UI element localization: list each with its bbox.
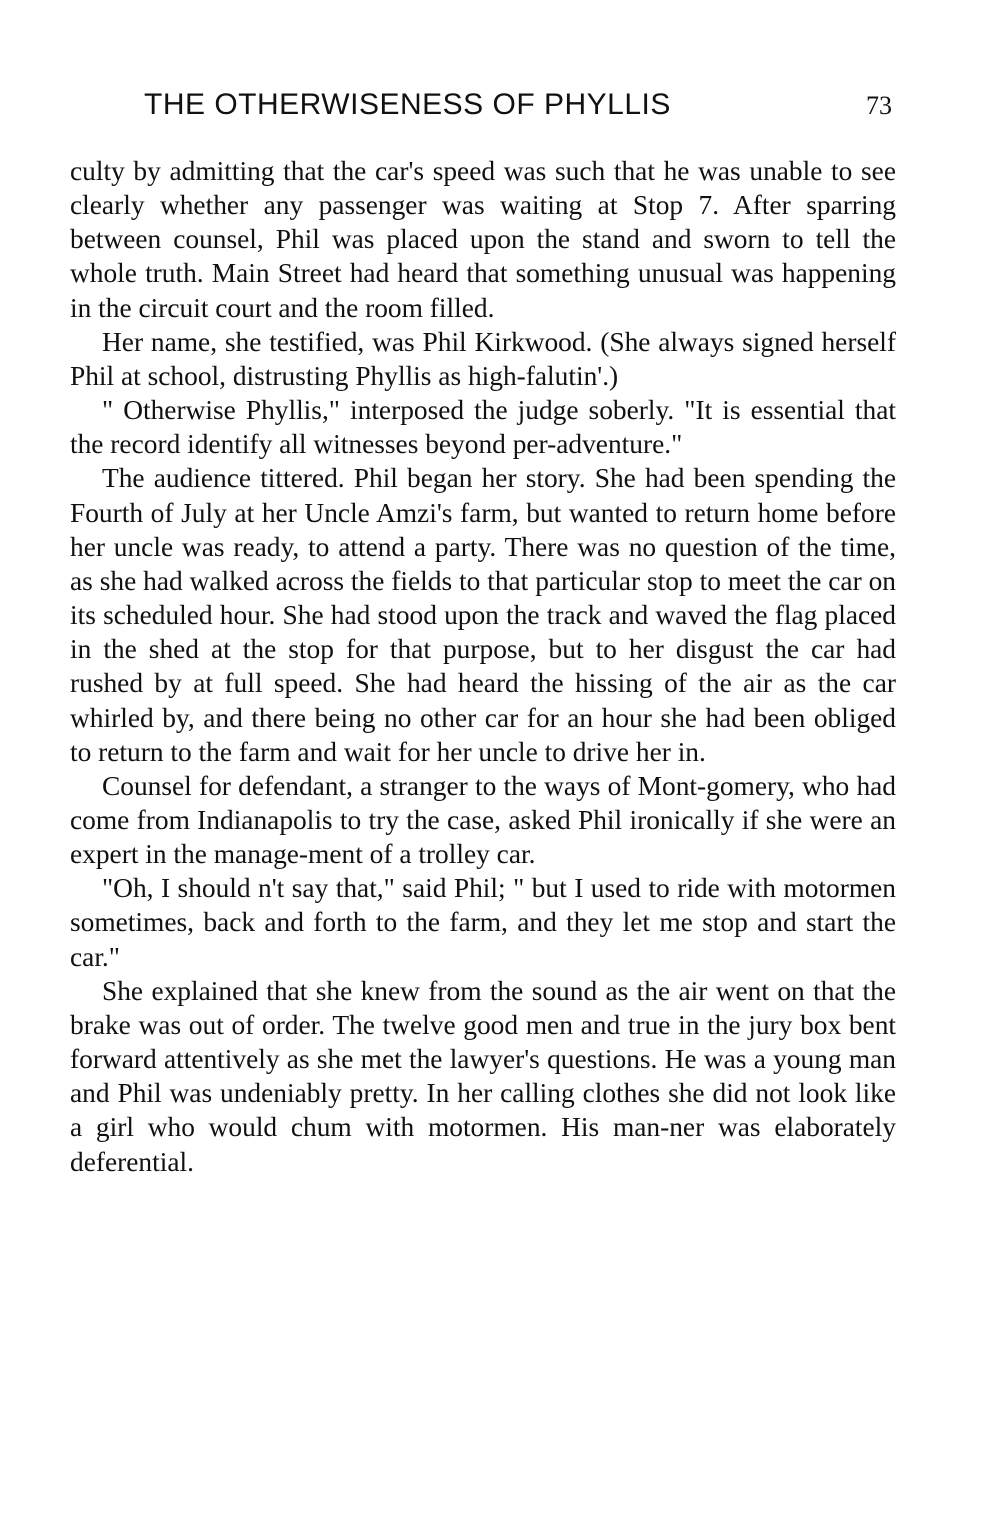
running-title: THE OTHERWISENESS OF PHYLLIS xyxy=(144,88,671,121)
paragraph: " Otherwise Phyllis," interposed the judge soberly. "It is essential that the record identify all witnesses beyond per-adventure." xyxy=(70,395,896,460)
paragraph: Counsel for defendant, a stranger to the ways of Mont-gomery, who had come from Indianapolis to try the case, asked Phil ironically if she were an expert in the manage-ment of a trolley car. xyxy=(70,770,896,870)
paragraph: Her name, she testified, was Phil Kirkwood. (She always signed herself Phil at school, distrusting Phyllis as high-falutin'.) xyxy=(70,326,896,391)
running-head xyxy=(70,88,896,140)
page-number: 73 xyxy=(866,91,892,120)
paragraph: "Oh, I should n't say that," said Phil; " but I used to ride with motormen sometimes, back and forth to the farm, and they let me stop and start the car." xyxy=(70,873,896,972)
paragraph: The audience tittered. Phil began her story. She had been spending the Fourth of July at her Uncle Amzi's farm, but wanted to return home before her uncle was ready, to attend a party. There was no question of the time, as she had walked across the fields to that particular stop to meet the car on its scheduled hour. She had stood upon the track and waved the flag placed in the shed at the stop for that purpose, but to her disgust the car had rushed by at full speed. She had heard the hissing of the air as the car whirled by, and there being no other car for an hour she had been obliged to return to the farm and wait for her uncle to drive her in. xyxy=(70,463,896,767)
body-text xyxy=(70,154,896,1179)
paragraph: She explained that she knew from the sound as the air went on that the brake was out of order. The twelve good men and true in the jury box bent forward attentively as she met the lawyer's questions. He was a young man and Phil was undeniably pretty. In her calling clothes she did not look like a girl who would chum with motormen. His man-ner was elaborately deferential. xyxy=(70,975,896,1177)
paragraph: culty by admitting that the car's speed was such that he was unable to see clearly whether any passenger was waiting at Stop 7. After sparring between counsel, Phil was placed upon the stand and sworn to tell the whole truth. Main Street had heard that something unusual was happening in the circuit court and the room filled. xyxy=(70,156,896,323)
book-page xyxy=(70,88,896,1179)
